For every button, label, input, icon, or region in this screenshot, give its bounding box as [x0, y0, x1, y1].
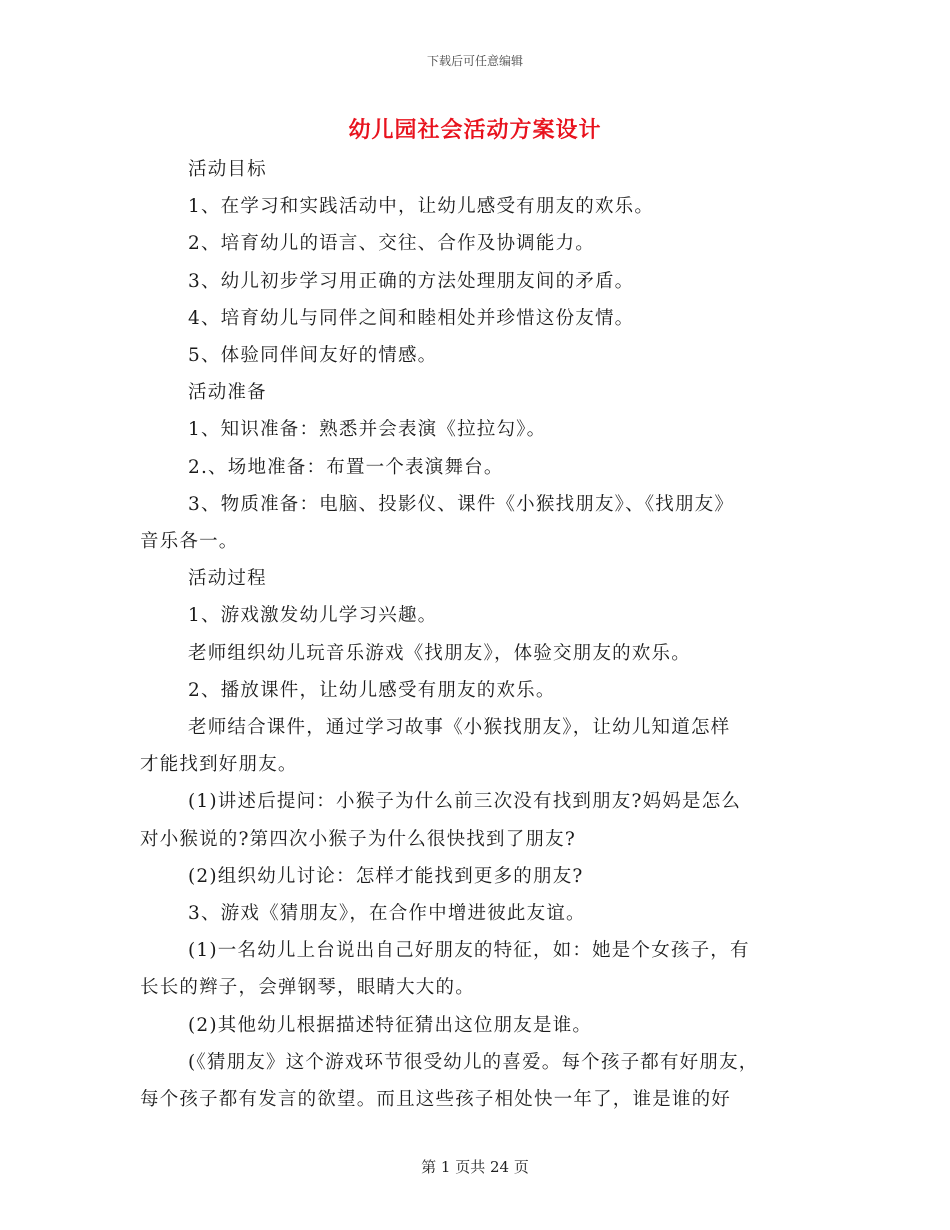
paragraph: 1、在学习和实践活动中，让幼儿感受有朋友的欢乐。 [188, 196, 655, 218]
paragraph: 活动过程 [188, 568, 267, 590]
paragraph: 老师结合课件，通过学习故事《小猴找朋友》，让幼儿知道怎样 [188, 717, 731, 739]
paragraph: 3、游戏《猜朋友》，在合作中增进彼此友谊。 [188, 903, 586, 925]
paragraph: 音乐各一。 [140, 531, 239, 553]
paragraph: (1)讲述后提问：小猴子为什么前三次没有找到朋友?妈妈是怎么 [188, 791, 742, 813]
paragraph: (2)组织幼儿讨论：怎样才能找到更多的朋友? [188, 865, 584, 887]
paragraph: 才能找到好朋友。 [140, 754, 298, 776]
paragraph: 活动目标 [188, 159, 267, 180]
paragraph: 老师组织幼儿玩音乐游戏《找朋友》，体验交朋友的欢乐。 [188, 642, 691, 664]
paragraph: 2、播放课件，让幼儿感受有朋友的欢乐。 [188, 679, 556, 701]
paragraph: (《猜朋友》这个游戏环节很受幼儿的喜爱。每个孩子都有好朋友， [188, 1051, 759, 1073]
paragraph: (1)一名幼儿上台说出自己好朋友的特征，如：她是个女孩子，有 [188, 940, 750, 962]
document-body [140, 151, 820, 1118]
paragraph: 对小猴说的?第四次小猴子为什么很快找到了朋友? [140, 828, 576, 850]
page-number: 第 1 页共 24 页 [421, 1158, 529, 1176]
paragraph: 2、培育幼儿的语言、交往、合作及协调能力。 [188, 233, 595, 255]
paragraph: (2)其他幼儿根据描述特征猜出这位朋友是谁。 [188, 1014, 593, 1036]
paragraph: 2.、场地准备：布置一个表演舞台。 [188, 456, 504, 478]
paragraph: 1、游戏激发幼儿学习兴趣。 [188, 605, 438, 627]
paragraph: 4、培育幼儿与同伴之间和睦相处并珍惜这份友情。 [188, 307, 635, 329]
paragraph: 1、知识准备：熟悉并会表演《拉拉勾》。 [188, 419, 547, 441]
paragraph: 5、体验同伴间友好的情感。 [188, 345, 438, 367]
document-title: 幼儿园社会活动方案设计 [348, 117, 602, 143]
paragraph: 活动准备 [188, 382, 267, 404]
paragraph: 长长的辫子，会弹钢琴，眼睛大大的。 [140, 977, 475, 999]
page-header-note: 下载后可任意编辑 [426, 54, 523, 68]
paragraph: 每个孩子都有发言的欲望。而且这些孩子相处快一年了，谁是谁的好 [140, 1089, 732, 1111]
paragraph: 3、物质准备：电脑、投影仪、课件《小猴找朋友》、《找朋友》 [188, 493, 735, 515]
paragraph: 3、幼儿初步学习用正确的方法处理朋友间的矛盾。 [188, 270, 635, 292]
